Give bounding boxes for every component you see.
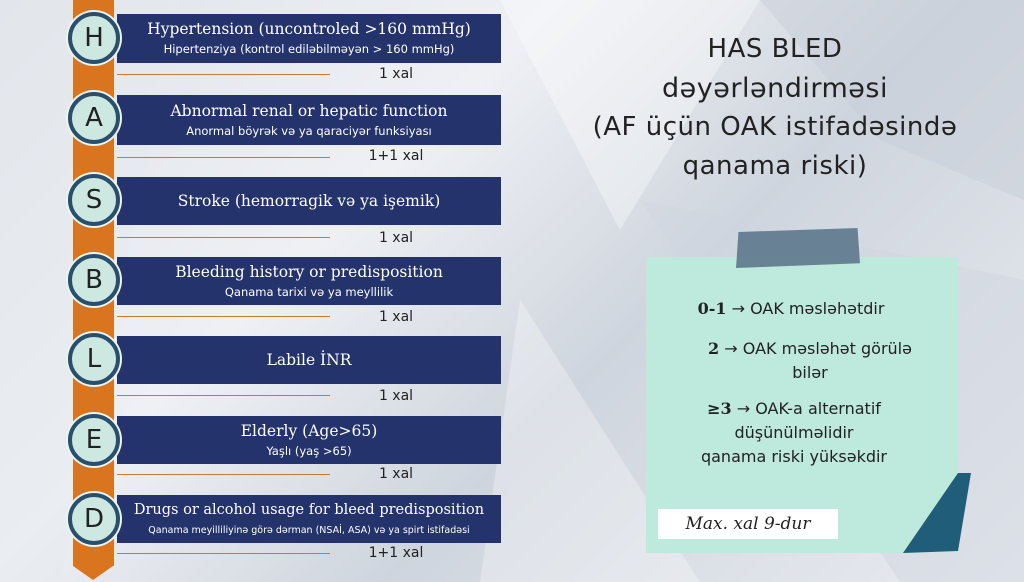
score-tag: 1 xal xyxy=(330,466,462,483)
rule-high-text-3: qanama riski yüksəkdir xyxy=(700,447,888,466)
criterion-band-s xyxy=(117,177,501,225)
rule-medium-range: 2 xyxy=(708,339,720,358)
letter-circle-h: H xyxy=(68,12,120,64)
criterion-band-h xyxy=(117,14,501,63)
rule-high-text: → OAK-a alternatif xyxy=(731,399,881,418)
pointer-line xyxy=(117,74,330,75)
criterion-band-a xyxy=(117,95,501,145)
rule-low-range: 0-1 xyxy=(697,299,727,318)
rule-medium-text: → OAK məsləhət görülə xyxy=(719,339,912,358)
criterion-band-l xyxy=(117,336,501,384)
title-line-4: qanama riski) xyxy=(682,151,868,181)
rule-low xyxy=(646,297,936,321)
criterion-en: Abnormal renal or hepatic function xyxy=(170,101,448,120)
criterion-az: Qanama meyilliliyinə görə dərman (NSAİ, ASA) və ya spirt istifadəsi xyxy=(148,524,470,536)
score-tag: 1 xal xyxy=(330,66,462,83)
criterion-en: Hypertension (uncontroled >160 mmHg) xyxy=(147,20,471,38)
criterion-en: Bleeding history or predisposition xyxy=(175,262,443,281)
score-tag: 1+1 xal xyxy=(330,148,462,165)
title-line-1: HAS BLED xyxy=(707,34,843,64)
letter-circle-a: A xyxy=(68,92,120,144)
criterion-band-d xyxy=(117,495,501,543)
score-tag: 1 xal xyxy=(330,309,462,326)
tape-icon xyxy=(736,228,860,268)
criterion-az: Hipertenziya (kontrol ediləbilməyən > 160 mmHg) xyxy=(163,42,455,56)
pointer-line xyxy=(117,553,330,554)
title-line-2: dəyərləndirməsi xyxy=(662,73,888,104)
criterion-band-e xyxy=(117,416,501,464)
letter-circle-s: S xyxy=(68,174,120,226)
orange-spine-tip xyxy=(73,566,113,580)
rule-medium xyxy=(662,337,958,385)
rule-high-range: ≥3 xyxy=(707,399,732,418)
rule-medium-text-2: bilər xyxy=(792,363,828,382)
criterion-az: Qanama tarixi və ya meyllilik xyxy=(224,284,394,299)
interpretation-note xyxy=(646,245,971,555)
pointer-line xyxy=(117,395,330,396)
pointer-line xyxy=(117,157,330,158)
pointer-line xyxy=(117,316,330,317)
score-tag: 1 xal xyxy=(330,388,462,405)
rule-low-text: → OAK məsləhətdir xyxy=(726,299,885,318)
letter-circle-b: B xyxy=(68,254,120,306)
criterion-az: Yaşlı (yaş >65) xyxy=(266,443,352,458)
criterion-az: Anormal böyrək və ya qaraciyər funksiyası xyxy=(186,123,432,138)
letter-circle-d: D xyxy=(68,493,120,545)
criterion-en: Labile İNR xyxy=(266,350,352,369)
criterion-band-b xyxy=(117,257,501,305)
title-line-3: (AF üçün OAK istifadəsində xyxy=(592,112,958,142)
score-tag: 1+1 xal xyxy=(330,545,462,562)
criterion-en: Drugs or alcohol usage for bleed predisposition xyxy=(133,501,485,518)
rule-high-text-2: düşünülməlidir xyxy=(734,423,854,442)
letter-circle-e: E xyxy=(68,414,120,466)
max-score-box: Max. xal 9-dur xyxy=(658,509,838,539)
pointer-line xyxy=(117,237,330,238)
pointer-line xyxy=(117,474,330,475)
letter-circle-l: L xyxy=(68,333,120,385)
slide-title xyxy=(560,30,990,186)
rule-high xyxy=(646,397,942,469)
criterion-en: Elderly (Age>65) xyxy=(240,421,378,440)
criterion-en: Stroke (hemorragik və ya işemik) xyxy=(177,191,441,210)
score-tag: 1 xal xyxy=(330,230,462,247)
